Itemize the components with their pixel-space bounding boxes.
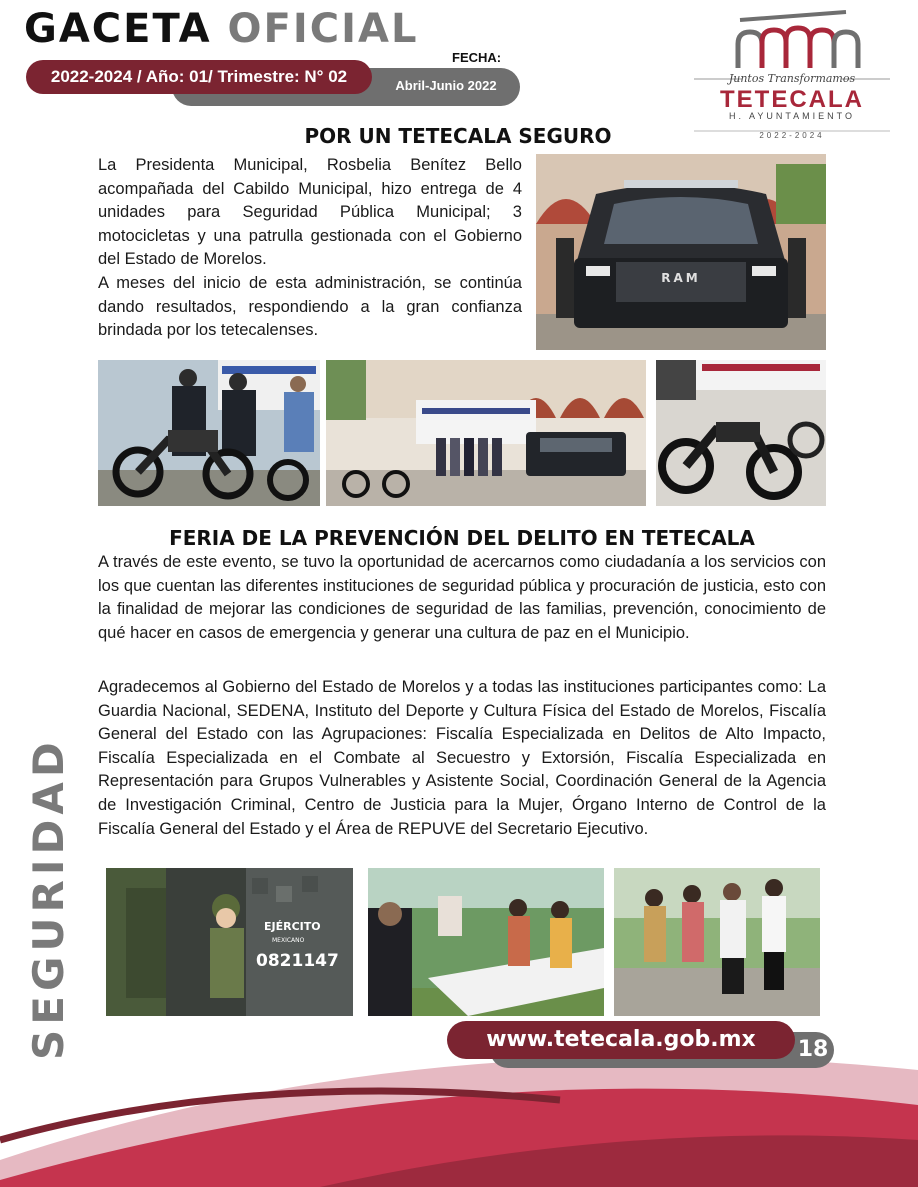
page-number: 18 (797, 1037, 829, 1062)
date-label: FECHA: (452, 50, 502, 65)
photo-event-plaza (326, 360, 646, 506)
masthead-title (24, 6, 418, 52)
article2-title: FERIA DE LA PREVENCIÓN DEL DELITO EN TETECALA (169, 526, 755, 550)
masthead-word-oficial: OFICIAL (227, 6, 419, 52)
army-truck-subtext: MEXICANO (272, 937, 305, 944)
army-truck-text: EJÉRCITO (264, 920, 321, 933)
section-label-vertical: SEGURIDAD (24, 737, 73, 1060)
logo-years: 2022-2024 (759, 131, 825, 140)
date-value: Abril-Junio 2022 (395, 78, 497, 93)
photo-officials-walking (614, 868, 820, 1016)
edition-pill: 2022-2024 / Año: 01/ Trimestre: N° 02 (26, 60, 372, 94)
article2-paragraph-1: A través de este evento, se tuvo la oportunidad de acercarnos como ciudadanía a los servicios con los que cuentan las diferentes instituciones de seguridad pública y procuración de justicia, esto con la finalidad de mejorar las condiciones de seguridad de las familias, prevención, conocimiento de qué hacer en casos de emergencia y generar una cultura de paz en el Municipio. (98, 553, 826, 642)
article2-paragraph-2: Agradecemos al Gobierno del Estado de Morelos y a todas las instituciones participantes como: La Guardia Nacional, SEDENA, Instituto del Deporte y Cultura Física del Estado de Morelos, Fiscalía General del Estado con las Agrupaciones: Fiscalía Especializada en Delitos de Alto Impacto, Fiscalía Especializada en el Combate al Secuestro y Extorsión, Fiscalía Especializada en Representación para Grupos Vulnerables y Asistente Social, Coordinación General de la Agencia de Investigación Criminal, Centro de Justicia para la Mujer, Órgano Interno de Control de la Fiscalía General del Estado y el Área de REPUVE del Secretario Ejecutivo. (98, 678, 826, 838)
photo-patrol-truck (536, 154, 826, 350)
website-url-link[interactable]: www.tetecala.gob.mx (447, 1021, 795, 1059)
article1-paragraph-2: A meses del inicio de esta administración, se continúa dando resultados, respondiendo a la gran confianza brindada por los tetecalenses. (98, 274, 522, 340)
photo-motorcycles-lineup (656, 360, 826, 506)
army-truck-number: 0821147 (256, 951, 339, 971)
logo-name: TETECALA (720, 86, 864, 113)
photo-officers-motorcycles (98, 360, 320, 506)
photo-army-child (106, 868, 353, 1016)
logo-subtitle: H. AYUNTAMIENTO (728, 111, 855, 121)
truck-grille-text: RAM (661, 271, 701, 285)
article1-title: POR UN TETECALA SEGURO (304, 124, 612, 148)
photo-fair-stand (368, 868, 604, 1016)
article1-paragraph-1: La Presidenta Municipal, Rosbelia Benítez Bello acompañada del Cabildo Municipal, hizo entrega de 4 unidades para Seguridad Pública Municipal; 3 motocicletas y una patrulla gestionada con el Gobierno del Estado de Morelos. (98, 156, 522, 269)
masthead-word-gaceta: GACETA (24, 6, 212, 52)
logo-tagline: Juntos Transformamos (728, 72, 856, 85)
